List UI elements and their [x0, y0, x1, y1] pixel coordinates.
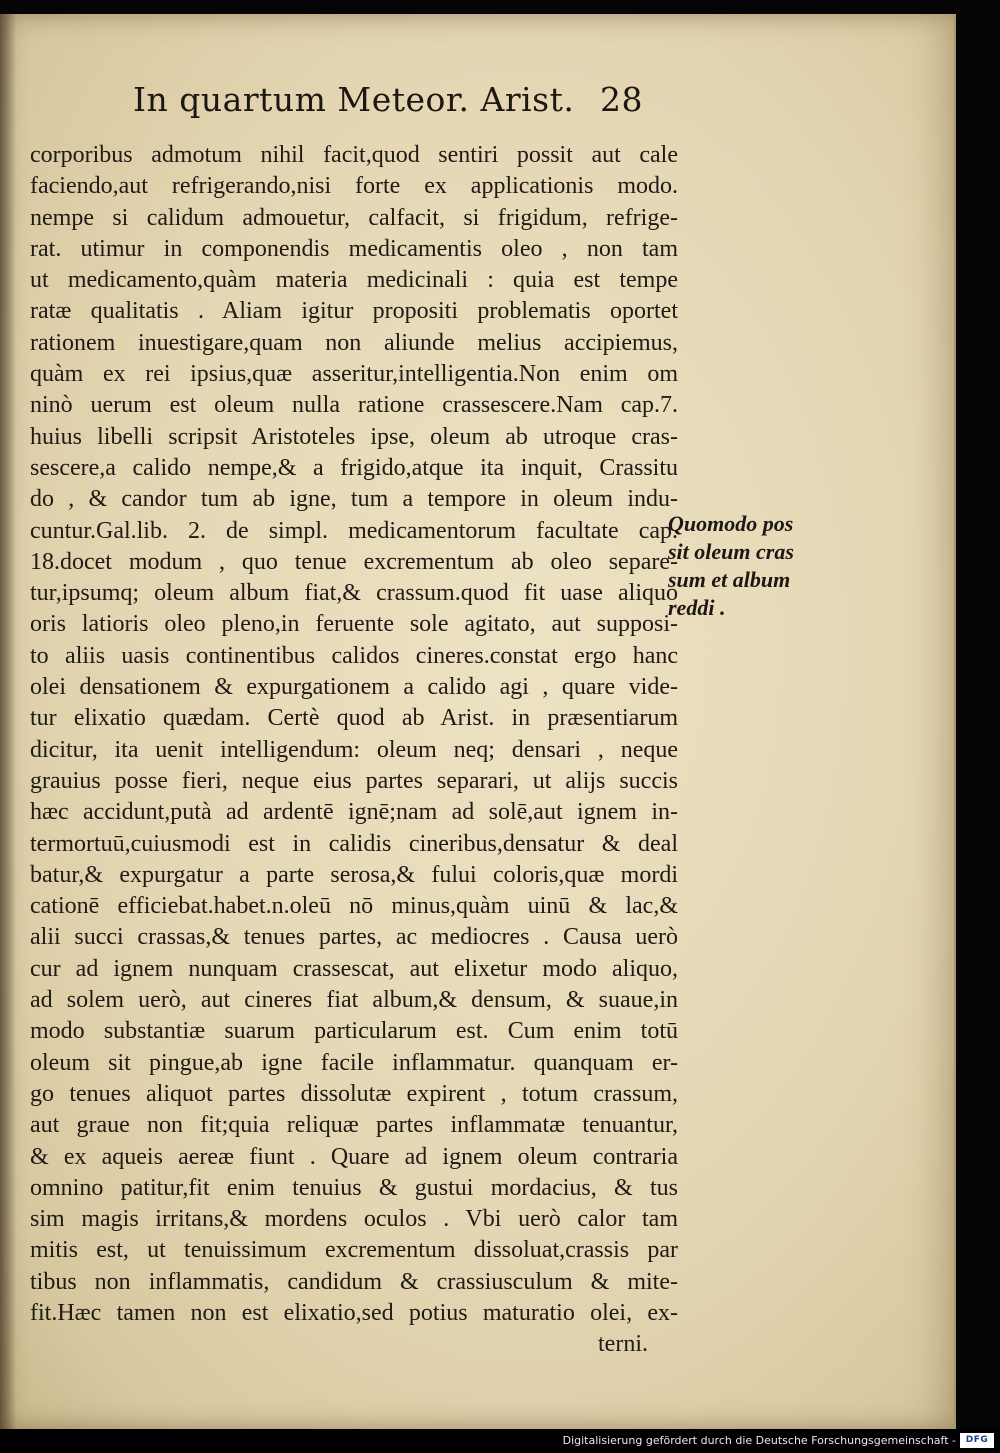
- text-line: oris latioris oleo pleno,in feruente sole agitato, aut supposi-: [30, 611, 678, 638]
- main-text-block: [30, 140, 678, 1361]
- text-line: hæc accidunt,putà ad ardentē ignē;nam ad solē,aut ignem in-: [30, 799, 678, 826]
- text-line: tibus non inflammatis, candidum & crassiusculum & mite-: [30, 1268, 678, 1295]
- text-line: cationē efficiebat.habet.n.oleū nō minus,quàm uinū & lac,&: [30, 893, 678, 920]
- text-line: cuntur.Gal.lib. 2. de simpl. medicamentorum facultate cap.: [30, 517, 678, 544]
- marginal-note: [668, 510, 818, 622]
- text-line: ut medicamento,quàm materia medicinali : quia est tempe: [30, 267, 678, 294]
- text-line: huius libelli scripsit Aristoteles ipse, oleum ab utroque cras-: [30, 423, 678, 450]
- text-line: sim magis irritans,& mordens oculos . Vbi uerò calor tam: [30, 1206, 678, 1233]
- text-line: fit.Hæc tamen non est elixatio,sed potius maturatio olei, ex-: [30, 1299, 678, 1326]
- text-line: termortuū,cuiusmodi est in calidis cineribus,densatur & deal: [30, 830, 678, 857]
- text-line: batur,& expurgatur a parte serosa,& fului coloris,quæ mordi: [30, 861, 678, 888]
- funding-credit: Digitalisierung gefördert durch die Deutsche Forschungsgemeinschaft -: [562, 1434, 956, 1447]
- text-line: nempe si calidum admouetur, calfacit, si frigidum, refrige-: [30, 204, 678, 231]
- text-line: omnino patitur,fit enim tenuius & gustui mordacius, & tus: [30, 1174, 678, 1201]
- running-head-title: In quartum Meteor. Arist.: [133, 80, 575, 119]
- marginal-note-line: sit oleum cras: [668, 539, 794, 564]
- text-line: rat. utimur in componendis medicamentis oleo , non tam: [30, 235, 678, 262]
- footer-bar: [0, 1429, 1000, 1453]
- binding-shadow: [0, 14, 16, 1429]
- text-line: ratæ qualitatis . Aliam igitur propositi problematis oportet: [30, 298, 678, 325]
- page-number: 28: [600, 80, 643, 119]
- text-line: do , & candor tum ab igne, tum a tempore in oleum indu-: [30, 486, 678, 513]
- marginal-note-line: Quomodo pos: [668, 511, 794, 536]
- text-line: rationem inuestigare,quam non aliunde melius accipiemus,: [30, 329, 678, 356]
- marginal-note-line: reddi .: [668, 595, 726, 620]
- text-line: faciendo,aut refrigerando,nisi forte ex applicationis modo.: [30, 173, 678, 200]
- text-line: grauius posse fieri, neque eius partes separari, ut alijs succis: [30, 767, 678, 794]
- text-line: cur ad ignem nunquam crassescat, aut elixetur modo aliquo,: [30, 955, 678, 982]
- text-line: ninò uerum est oleum nulla ratione crassescere.Nam cap.7.: [30, 392, 678, 419]
- text-line: go tenues aliquot partes dissolutæ expirent , totum crassum,: [30, 1080, 678, 1107]
- text-line: alii succi crassas,& tenues partes, ac mediocres . Causa uerò: [30, 924, 678, 951]
- text-line: ad solem uerò, aut cineres fiat album,& densum, & suaue,in: [30, 987, 678, 1014]
- text-line: tur elixatio quædam. Certè quod ab Arist. in præsentiarum: [30, 705, 678, 732]
- text-line: olei densationem & expurgationem a calido agi , quare vide-: [30, 674, 678, 701]
- text-line: to aliis uasis continentibus calidos cineres.constat ergo hanc: [30, 642, 678, 669]
- text-line: sescere,a calido nempe,& a frigido,atque ita inquit, Crassitu: [30, 454, 678, 481]
- marginal-note-line: sum et album: [668, 567, 791, 592]
- text-line: mitis est, ut tenuissimum excrementum dissoluat,crassis par: [30, 1237, 678, 1264]
- text-line: & ex aqueis aereæ fiunt . Quare ad ignem oleum contraria: [30, 1143, 678, 1170]
- text-line: 18.docet modum , quo tenue excrementum ab oleo separe-: [30, 548, 678, 575]
- text-line: dicitur, ita uenit intelligendum: oleum neq; densari , neque: [30, 736, 678, 763]
- dfg-logo: DFG: [960, 1433, 994, 1448]
- text-line: aut graue non fit;quia reliquæ partes inflammatæ tenuantur,: [30, 1112, 678, 1139]
- text-line: modo substantiæ suarum particularum est. Cum enim totū: [30, 1018, 678, 1045]
- text-line: oleum sit pingue,ab igne facile inflammatur. quanquam er-: [30, 1049, 678, 1076]
- text-line: corporibus admotum nihil facit,quod sentiri possit aut cale: [30, 142, 678, 168]
- text-line: quàm ex rei ipsius,quæ asseritur,intelligentia.Non enim om: [30, 361, 678, 388]
- text-line: tur,ipsumq; oleum album fiat,& crassum.quod fit uase aliquo: [30, 580, 678, 607]
- text-line: terni.: [598, 1331, 648, 1358]
